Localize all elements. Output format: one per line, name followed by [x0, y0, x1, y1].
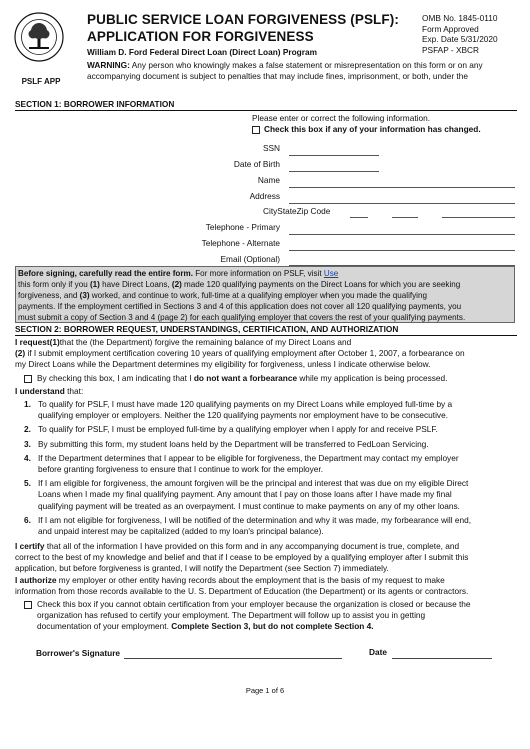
address-field[interactable]	[289, 203, 515, 204]
forbearance-bold: do not want a forbearance	[193, 373, 298, 383]
authorize-line2: information from those records available to the U. S. Department of Education (the Department) or its agents or contractors.	[15, 585, 469, 596]
certify-line2: correct to the best of my knowledge and belief and that if I cease to be employed by a qualifying employer after I submit this	[15, 552, 469, 563]
state-field[interactable]	[392, 217, 418, 218]
date-label: Date	[369, 647, 387, 657]
closed-bold: Complete Section 3, but do not complete Section 4.	[171, 621, 374, 632]
notice-line2	[18, 279, 512, 290]
list-item-text	[38, 424, 438, 435]
tel-alt-label: Telephone - Alternate	[201, 238, 280, 248]
list-item	[24, 399, 518, 421]
request-line2	[15, 348, 517, 359]
notice-lead-rest: For more information on PSLF, visit	[192, 269, 324, 278]
form-approved: Form Approved	[422, 23, 479, 34]
omb-block	[422, 13, 498, 55]
request-line1	[15, 337, 517, 348]
closed-text: documentation of your employment.	[37, 621, 172, 632]
dob-label: Date of Birth	[233, 159, 280, 169]
no-forbearance-checkbox[interactable]	[24, 375, 32, 383]
understand-bold: I understand	[15, 386, 65, 396]
understand-list	[24, 399, 518, 537]
date-field[interactable]	[392, 658, 492, 659]
city-state-zip-label: CityStateZip Code	[263, 206, 331, 216]
list-item-line: If I am eligible for forgiveness, the amount forgiven will be the principal and interest that was due on my eligible Direct	[38, 478, 469, 489]
forbearance-text: while my application is being processed.	[297, 373, 448, 383]
notice-text: this form only if you	[18, 280, 90, 290]
authorize-bold: I authorize	[15, 574, 57, 585]
list-item	[24, 439, 518, 450]
notice-text: made 120 qualifying payments on the Direct Loans for which you are seeking	[181, 280, 461, 290]
list-item-text	[38, 439, 429, 450]
notice-line5: must submit a copy of Section 3 and 4 (page 2) for each qualifying employer that covers the rest of your qualifying payments.	[18, 313, 466, 323]
list-item-number: 6.	[24, 514, 31, 525]
form-tag: PSLF APP	[21, 77, 61, 86]
list-item-line: By submitting this form, my student loans held by the Department will be transferred to FedLoan Servicing.	[38, 438, 429, 449]
list-item-number: 2.	[24, 424, 31, 435]
request-paragraph	[15, 337, 517, 371]
request-text1: that the (the Department) forgive the remaining balance of my Direct Loans and	[59, 337, 352, 347]
employer-closed-checkbox[interactable]	[24, 601, 32, 609]
authorize-text: my employer or other entity having records about the employment that is the basis of my request to make	[56, 574, 445, 585]
request-num2: (2)	[15, 348, 26, 359]
program-subtitle: William D. Ford Federal Direct Loan (Direct Loan) Program	[87, 47, 317, 57]
employer-closed-label	[37, 599, 519, 633]
list-item-number: 1.	[24, 399, 31, 409]
notice-num: (3)	[79, 291, 90, 301]
notice-text: worked, and continue to work, full-time at a qualifying employer when you made the qualifying	[89, 291, 427, 301]
warning-label: WARNING:	[87, 60, 130, 70]
certify-line1	[15, 541, 520, 552]
certify-line3: application, but before forgiveness is granted, I will notify the Department (see Section 7) immediately.	[15, 563, 389, 574]
list-item	[24, 478, 518, 512]
certify-text: that all of the information I have provided on this form and in any accompanying document is true, complete, and	[44, 541, 460, 551]
forbearance-text: By checking this box, I am indicating that I	[37, 373, 194, 383]
notice-text: forgiveness, and	[18, 291, 80, 301]
warning-text	[87, 60, 512, 82]
list-item-number: 3.	[24, 438, 31, 449]
email-label: Email (Optional)	[220, 254, 280, 264]
ssn-field[interactable]	[289, 155, 379, 156]
ssn-label: SSN	[262, 143, 280, 153]
list-item	[24, 515, 518, 537]
request-num1: (1)	[49, 337, 60, 347]
notice-line1	[18, 268, 512, 279]
authorize-line1	[15, 575, 520, 586]
certify-bold: I certify	[15, 541, 45, 551]
list-item	[24, 453, 518, 475]
page-title-line2: APPLICATION FOR FORGIVENESS	[87, 29, 314, 44]
tel-primary-field[interactable]	[289, 234, 515, 235]
page-title-line1: PUBLIC SERVICE LOAN FORGIVENESS (PSLF):	[87, 12, 399, 27]
list-item-line: Loans when I made my final qualifying payment. Any amount that I pay on those loans after I have made my final	[38, 489, 452, 500]
notice-text: have Direct Loans,	[99, 280, 172, 290]
section2-divider	[15, 335, 517, 336]
request-line3: my Direct Loans while the Department determines my eligibility for forgiveness, unless I indicate otherwise below.	[15, 359, 431, 370]
section1-heading: SECTION 1: BORROWER INFORMATION	[15, 99, 175, 109]
city-field[interactable]	[350, 217, 368, 218]
notice-num: (2)	[171, 280, 182, 290]
closed-line1: Check this box if you cannot obtain certification from your employer because the organization is closed or because the	[37, 599, 471, 609]
notice-bold-lead: Before signing, carefully read the entire form.	[18, 269, 193, 278]
dob-field[interactable]	[289, 171, 379, 172]
list-item-text	[38, 478, 468, 512]
warning-body: Any person who knowingly makes a false statement or misrepresentation on this form or on any accompanying document is subject to penalties that may include fines, imprisonment, or both, under the	[87, 60, 483, 81]
instructions-notice-box	[15, 266, 515, 323]
name-label: Name	[257, 175, 280, 185]
list-item-line: To qualify for PSLF, I must be employed full-time by a qualifying employer when I apply for and receive PSLF.	[38, 424, 438, 435]
signature-label: Borrower's Signature	[36, 648, 121, 658]
list-item-line: If I am not eligible for forgiveness, I will be notified of the determination and why it was made, my forbearance will end,	[38, 514, 472, 525]
list-item-line: To qualify for PSLF, I must have made 120 qualifying payments on my Direct Loans while employed full-time by a	[38, 399, 453, 409]
info-changed-label: Check this box if any of your information has changed.	[264, 124, 481, 134]
list-item-line: and unpaid interest may be capitalized (added to my loan's principal balance).	[38, 526, 324, 537]
closed-line3	[37, 621, 519, 632]
pslf-website-link[interactable]: Use	[323, 269, 339, 278]
list-item-text	[38, 515, 471, 537]
notice-line3	[18, 290, 512, 301]
closed-line2: organization has refused to certify your employment. The Department will follow up to assist you in getting	[37, 610, 426, 621]
department-seal-icon	[14, 12, 64, 62]
notice-line4: payments. If the employment certified in Sections 3 and 4 of this application does not cover all 120 qualifying payments, you	[18, 302, 462, 312]
page-number: Page 1 of 6	[245, 686, 285, 695]
notice-num: (1)	[89, 280, 100, 290]
list-item-text	[38, 399, 452, 421]
form-code: PSFAP - XBCR	[422, 44, 480, 55]
list-item-number: 4.	[24, 452, 31, 463]
certify-paragraph	[15, 541, 520, 597]
zip-field[interactable]	[442, 217, 515, 218]
list-item	[24, 424, 518, 435]
list-item-line: before granting forgiveness to ensure that I continue to work for the employer.	[38, 464, 324, 475]
section2-heading: SECTION 2: BORROWER REQUEST, UNDERSTANDINGS, CERTIFICATION, AND AUTHORIZATION	[15, 324, 399, 334]
address-label: Address	[249, 191, 280, 201]
request-text2: if I submit employment certification covering 10 years of qualifying employment after October 1, 2007, a forbearance on	[25, 348, 465, 359]
no-forbearance-label	[37, 373, 447, 384]
info-changed-checkbox[interactable]	[252, 126, 260, 134]
signature-field[interactable]	[124, 658, 342, 659]
list-item-line: qualifying employer or employers. Neither the 120 qualifying payments nor employment have to be consecutive.	[38, 410, 448, 421]
request-bold: I request	[15, 337, 50, 347]
list-item-line: qualifying payment will be treated as an overpayment. I must continue to make payments on any of my other loans.	[38, 500, 460, 511]
list-item-line: If the Department determines that I appear to be eligible for forgiveness, the Department may contact my employer	[38, 452, 459, 463]
tel-alt-field[interactable]	[289, 250, 515, 251]
list-item-text	[38, 453, 459, 475]
section1-instruction: Please enter or correct the following information.	[252, 113, 431, 123]
omb-number: OMB No. 1845-0110	[422, 13, 498, 23]
name-field[interactable]	[289, 187, 515, 188]
understand-rest: that:	[64, 386, 84, 396]
tel-primary-label: Telephone - Primary	[205, 222, 280, 232]
understand-heading	[15, 386, 83, 397]
list-item-number: 5.	[24, 478, 31, 489]
exp-date: Exp. Date 5/31/2020	[422, 34, 498, 44]
section1-divider	[15, 110, 517, 111]
